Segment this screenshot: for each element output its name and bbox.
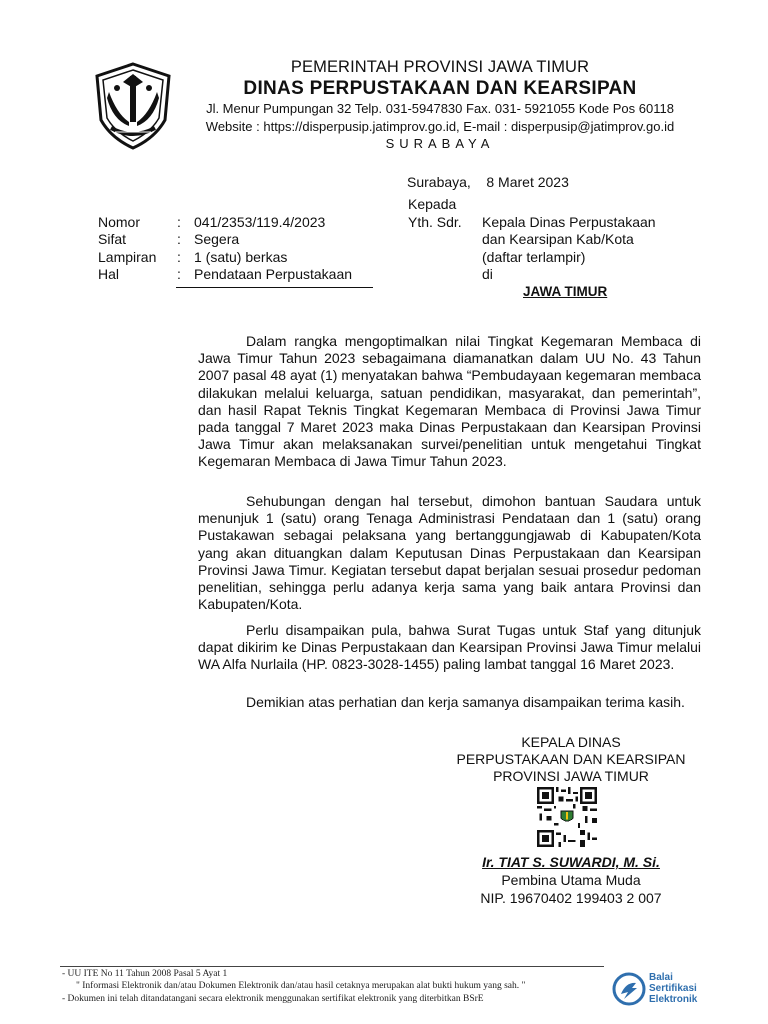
qr-code-icon	[537, 787, 597, 847]
recipient-line: Kepala Dinas Perpustakaan	[482, 214, 656, 230]
letter-date: Surabaya, 8 Maret 2023	[407, 174, 569, 190]
footer-legal-line: - UU ITE No 11 Tahun 2008 Pasal 5 Ayat 1	[62, 969, 228, 979]
lampiran-label: Lampiran	[98, 249, 157, 265]
recipient-kepada: Kepada	[408, 196, 457, 212]
nomor-label: Nomor	[98, 214, 141, 230]
footer-legal-line: - Dokumen ini telah ditandatangani secara elektronik menggunakan sertifikat elektronik yang diterbitkan BSrE	[62, 994, 484, 1004]
body-paragraph	[198, 493, 701, 613]
hal-label: Hal	[98, 266, 120, 282]
bsre-name	[649, 972, 697, 1005]
bsre-logo-icon	[612, 972, 646, 1006]
bsre-name-line: Elektronik	[649, 994, 698, 1005]
recipient-line: (daftar terlampir)	[482, 249, 586, 265]
recipient-salutation: Yth. Sdr.	[408, 214, 462, 230]
government-name: PEMERINTAH PROVINSI JAWA TIMUR	[290, 58, 590, 76]
colon: :	[177, 214, 181, 230]
body-paragraph-text: Perlu disampaikan pula, bahwa Surat Tugas untuk Staf yang ditunjuk dapat dikirim ke Dinas Perpustakaan dan Kearsipan Provinsi Jawa Timur melalui WA Alfa Nurlaila (HP. 0823-3028-1455) paling lambat tanggal 16 Maret 2023.	[198, 622, 701, 673]
recipient-place: JAWA TIMUR	[523, 284, 608, 299]
nomor-value: 041/2353/119.4/2023	[194, 214, 326, 230]
bsre-name-line: Balai	[649, 972, 673, 983]
signer-title: PERPUSTAKAAN DAN KEARSIPAN	[456, 751, 686, 767]
department-name: DINAS PERPUSTAKAAN DAN KEARSIPAN	[243, 78, 637, 99]
signer-title: PROVINSI JAWA TIMUR	[493, 768, 649, 784]
body-paragraph	[198, 622, 701, 674]
closing-sentence: Demikian atas perhatian dan kerja samanya disampaikan terima kasih.	[246, 694, 685, 710]
body-paragraph-text: Dalam rangka mengoptimalkan nilai Tingkat Kegemaran Membaca di Jawa Timur Tahun 2023 sebagaimana diamanatkan dalam UU No. 43 Tahun 2007 pasal 48 ayat (1) menyatakan bahwa “Pembudayaan kegemaran membaca dilakukan melalui keluarga, satuan pendidikan, masyarakat, dan pemerintah”, dan hasil Rapat Teknis Tingkat Kegemaran Membaca di Provinsi Jawa Timur pada tanggal 7 Maret 2023 maka Dinas Perpustakaan dan Kearsipan Provinsi Jawa Timur akan melaksanakan survei/penelitian untuk mengetahui Tingkat Kegemaran Membaca di Jawa Timur Tahun 2023.	[198, 333, 701, 470]
recipient-di: di	[482, 266, 493, 282]
body-paragraph-text: Sehubungan dengan hal tersebut, dimohon bantuan Saudara untuk menunjuk 1 (satu) orang Tenaga Administrasi Pendataan dan 1 (satu) orang Pustakawan sebagai pelaksana yang bertanggungjawab di Kabupaten/Kota yang akan dituangkan dalam Keputusan Dinas Perpustakaan dan Kearsipan Provinsi Jawa Timur. Kegiatan tersebut dapat berjalan sesuai prosedur pedoman penelitian, sehingga perlu adanya kerja sama yang baik antara Provinsi dan Kabupaten/Kota.	[198, 493, 701, 613]
signer-name: Ir. TIAT S. SUWARDI, M. Si.	[482, 854, 660, 870]
lampiran-value: 1 (satu) berkas	[194, 249, 288, 265]
letterhead-city: SURABAYA	[385, 136, 495, 151]
footer-legal-line: " Informasi Elektronik dan/atau Dokumen Elektronik dan/atau hasil cetaknya merupakan alat bukti hukum yang sah. "	[76, 981, 526, 991]
colon: :	[177, 231, 181, 247]
signer-title: KEPALA DINAS	[521, 734, 621, 750]
hal-underline	[176, 287, 373, 288]
bsre-name-line: Sertifikasi	[649, 983, 697, 994]
department-address: Jl. Menur Pumpungan 32 Telp. 031-5947830 Fax. 031- 5921055 Kode Pos 60118	[206, 101, 674, 116]
signer-nip: NIP. 19670402 199403 2 007	[480, 890, 662, 906]
body-paragraph	[198, 333, 701, 471]
sifat-value: Segera	[194, 231, 240, 247]
sifat-label: Sifat	[98, 231, 127, 247]
recipient-line: dan Kearsipan Kab/Kota	[482, 231, 634, 247]
hal-value: Pendataan Perpustakaan	[194, 266, 353, 282]
footer-divider	[60, 966, 604, 967]
department-website: Website : https://disperpusip.jatimprov.go.id, E-mail : disperpusip@jatimprov.go.id	[205, 119, 675, 134]
colon: :	[177, 266, 181, 282]
east-java-coat-of-arms-icon	[93, 62, 173, 150]
signer-rank: Pembina Utama Muda	[501, 872, 641, 888]
colon: :	[177, 249, 181, 265]
